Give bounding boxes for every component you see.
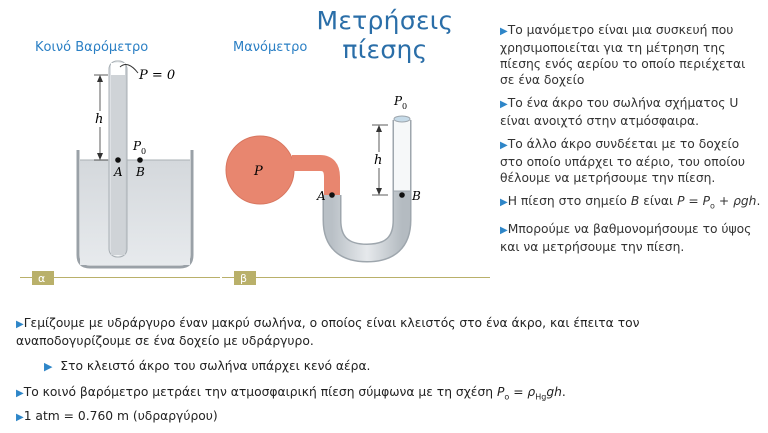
bullet-icon: ▶ [500,99,508,110]
right-bullet-2: ▶Το ένα άκρο του σωλήνα σχήματος U είναι ανοιχτό στην ατμόσφαιρα. [500,96,739,128]
barometer-diagram [20,55,220,290]
bottom-bullet-2: ▶Το κοινό βαρόμετρο μετράει την ατμοσφαιρική πίεση σύμφωνα με τη σχέση $P_o = \rho_{Hg}gh$. [16,385,566,402]
sub-bullet-icon: ▶ [44,360,53,373]
right-bullet-1: ▶Το μανόμετρο είναι μια συσκευή που χρησιμοποιείται για τη μέτρηση της πίεσης ενός αερίου το οποίο περιέχεται σε ένα δοχείο [500,23,746,87]
right-bullet-4: ▶Η πίεση στο σημείο B είναι $P = P_o + \rho gh$. [500,194,761,211]
mercury-pool [80,160,190,265]
point-a [115,157,121,163]
barometer-heading: Κοινό Βαρόμετρο [35,40,149,55]
slide-title: Μετρήσεις πίεσης [316,6,454,64]
bullet-icon: ▶ [500,140,508,151]
manometer-description [500,22,762,262]
label-a: A [114,165,123,179]
point-a-manometer [329,192,335,198]
bullet-icon: ▶ [16,319,24,330]
bullet-icon: ▶ [500,197,508,208]
label-h-a: h [95,112,104,127]
bottom-sub-bullet: ▶ Στο κλειστό άκρο του σωλήνα υπάρχει κενό αέρα. [44,359,371,373]
label-b-b: B [412,189,421,203]
label-p-zero: P = 0 [139,68,176,83]
right-bullet-3: ▶Το άλλο άκρο συνδέεται με το δοχείο στο οποίο υπάρχει το αέριο, του οποίου θέλουμε να μετρήσουμε την πίεση. [500,137,746,185]
bullet-icon: ▶ [16,388,24,399]
point-b [137,157,143,163]
tag-a-text: α [38,272,46,285]
u-tube [332,120,402,253]
label-b: B [136,165,145,179]
label-p0-b-sub: 0 [402,102,408,111]
bottom-bullet-1: ▶Γεμίζουμε με υδράργυρο έναν μακρύ σωλήνα, ο οποίος είναι κλειστός στο ένα άκρο, και έπειτα τον αναποδογυρίζουμε σε ένα δοχείο με υδράργυρο. [16,316,640,348]
bullet-icon: ▶ [16,412,24,423]
bottom-bullet-3: ▶1 atm = 0.760 m (υδραργύρου) [16,409,218,423]
label-p0-a: P [133,139,142,153]
bullet-icon: ▶ [500,225,508,237]
bullet-icon: ▶ [500,26,508,37]
label-p0-a-sub: 0 [141,147,147,156]
label-p0-b: P [394,94,403,108]
label-h-b: h [374,153,383,168]
tag-b-text: β [240,272,248,285]
manometer-heading: Μανόμετρο [233,40,308,55]
label-p-gas: P [254,164,263,179]
right-bullet-5: ▶Μπορούμε να βαθμονομήσουμε το ύψος και να μετρήσουμε την πίεση. [500,222,752,255]
manometer-diagram [222,55,490,290]
point-b-manometer [399,192,405,198]
label-a-b: A [317,189,326,203]
